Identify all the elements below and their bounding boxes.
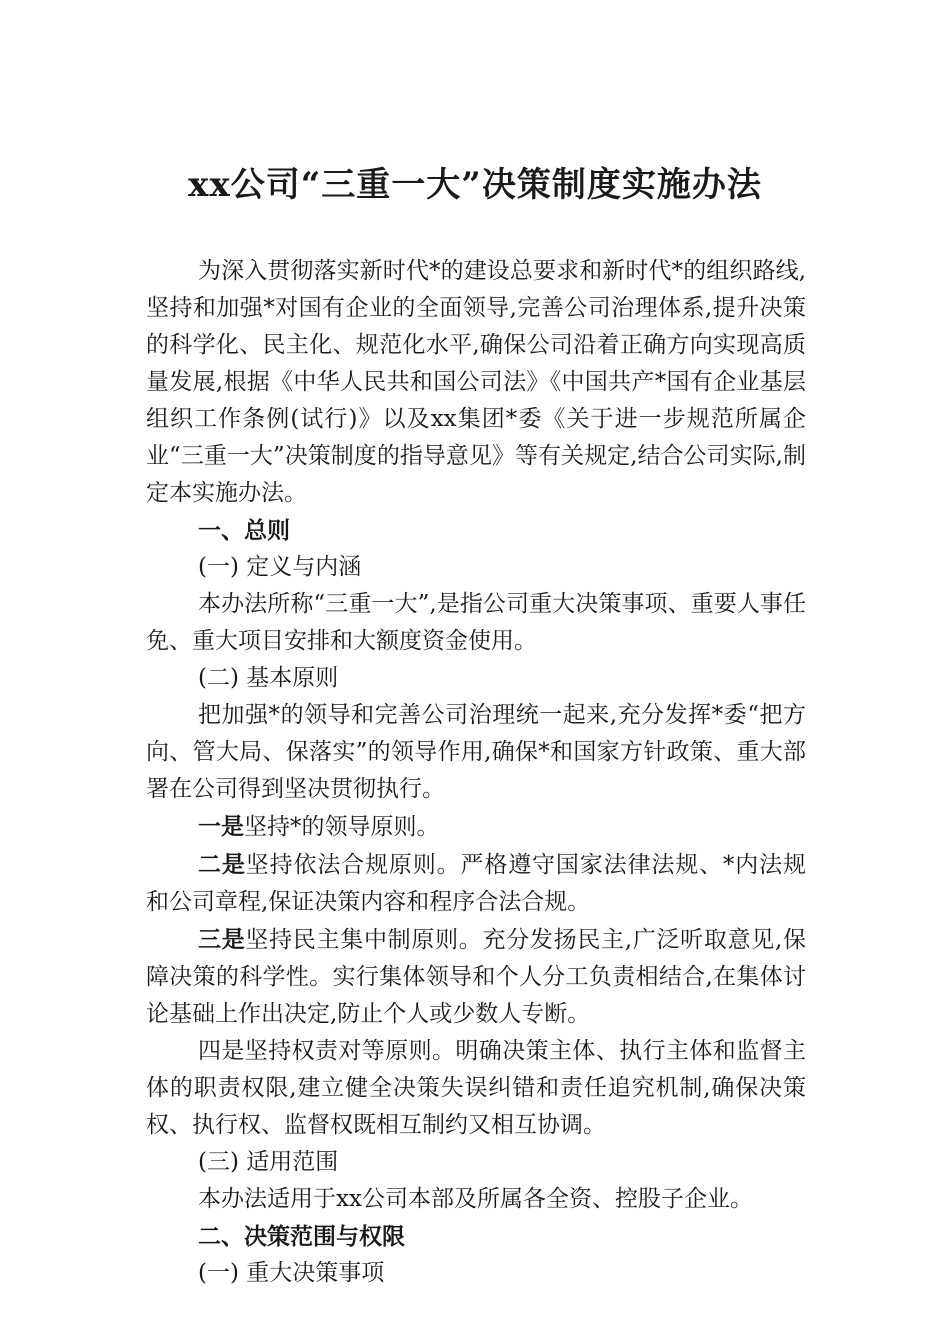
principle-3-lead: 三是 <box>198 926 246 953</box>
definition-paragraph: 本办法所称“三重一大”,是指公司重大决策事项、重要人事任免、重大项目安排和大额度资金使用。 <box>146 591 806 654</box>
principle-1-lead: 一是 <box>198 813 244 840</box>
principle-2 <box>146 846 806 921</box>
document-title: xx公司“三重一大”决策制度实施办法 <box>188 165 762 205</box>
section-heading-general: 一、总则 <box>198 517 290 544</box>
section-heading-decision-scope: 二、决策范围与权限 <box>198 1223 405 1250</box>
subsection-heading-principles: (二) 基本原则 <box>198 665 339 691</box>
document-body <box>146 253 806 1292</box>
scope-paragraph: 本办法适用于xx公司本部及所属各全资、控股子企业。 <box>198 1186 753 1212</box>
principle-3 <box>146 921 806 1033</box>
subsection-heading-scope: (三) 适用范围 <box>198 1149 339 1175</box>
principle-2-lead: 二是 <box>198 851 246 878</box>
intro-paragraph: 为深入贯彻落实新时代*的建设总要求和新时代*的组织路线,坚持和加强*对国有企业的全面领导,完善公司治理体系,提升决策的科学化、民主化、规范化水平,确保公司沿着正确方向实现高质量发展,根据《中华人民共和国公司法》《中国共产*国有企业基层组织工作条例(试行)》以及xx集团*委《关于进一步规范所属企业“三重一大”决策制度的指导意见》等有关规定,结合公司实际,制定本实施办法。 <box>146 258 806 506</box>
principles-paragraph: 把加强*的领导和完善公司治理统一起来,充分发挥*委“把方向、管大局、保落实”的领导作用,确保*和国家方针政策、重大部署在公司得到坚决贯彻执行。 <box>146 702 806 802</box>
principle-4: 四是坚持权责对等原则。明确决策主体、执行主体和监督主体的职责权限,建立健全决策失误纠错和责任追究机制,确保决策权、执行权、监督权既相互制约又相互协调。 <box>146 1038 806 1138</box>
principle-1 <box>146 808 806 846</box>
principle-1-text: 坚持*的领导原则。 <box>244 814 440 840</box>
subsection-heading-definition: (一) 定义与内涵 <box>198 554 362 580</box>
subsection-heading-major-decisions: (一) 重大决策事项 <box>198 1260 385 1286</box>
principle-3-text: 坚持民主集中制原则。充分发扬民主,广泛听取意见,保障决策的科学性。实行集体领导和个人分工负责相结合,在集体讨论基础上作出决定,防止个人或少数人专断。 <box>146 927 807 1027</box>
principle-2-text: 坚持依法合规原则。严格遵守国家法律法规、*内法规和公司章程,保证决策内容和程序合法合规。 <box>146 852 807 915</box>
